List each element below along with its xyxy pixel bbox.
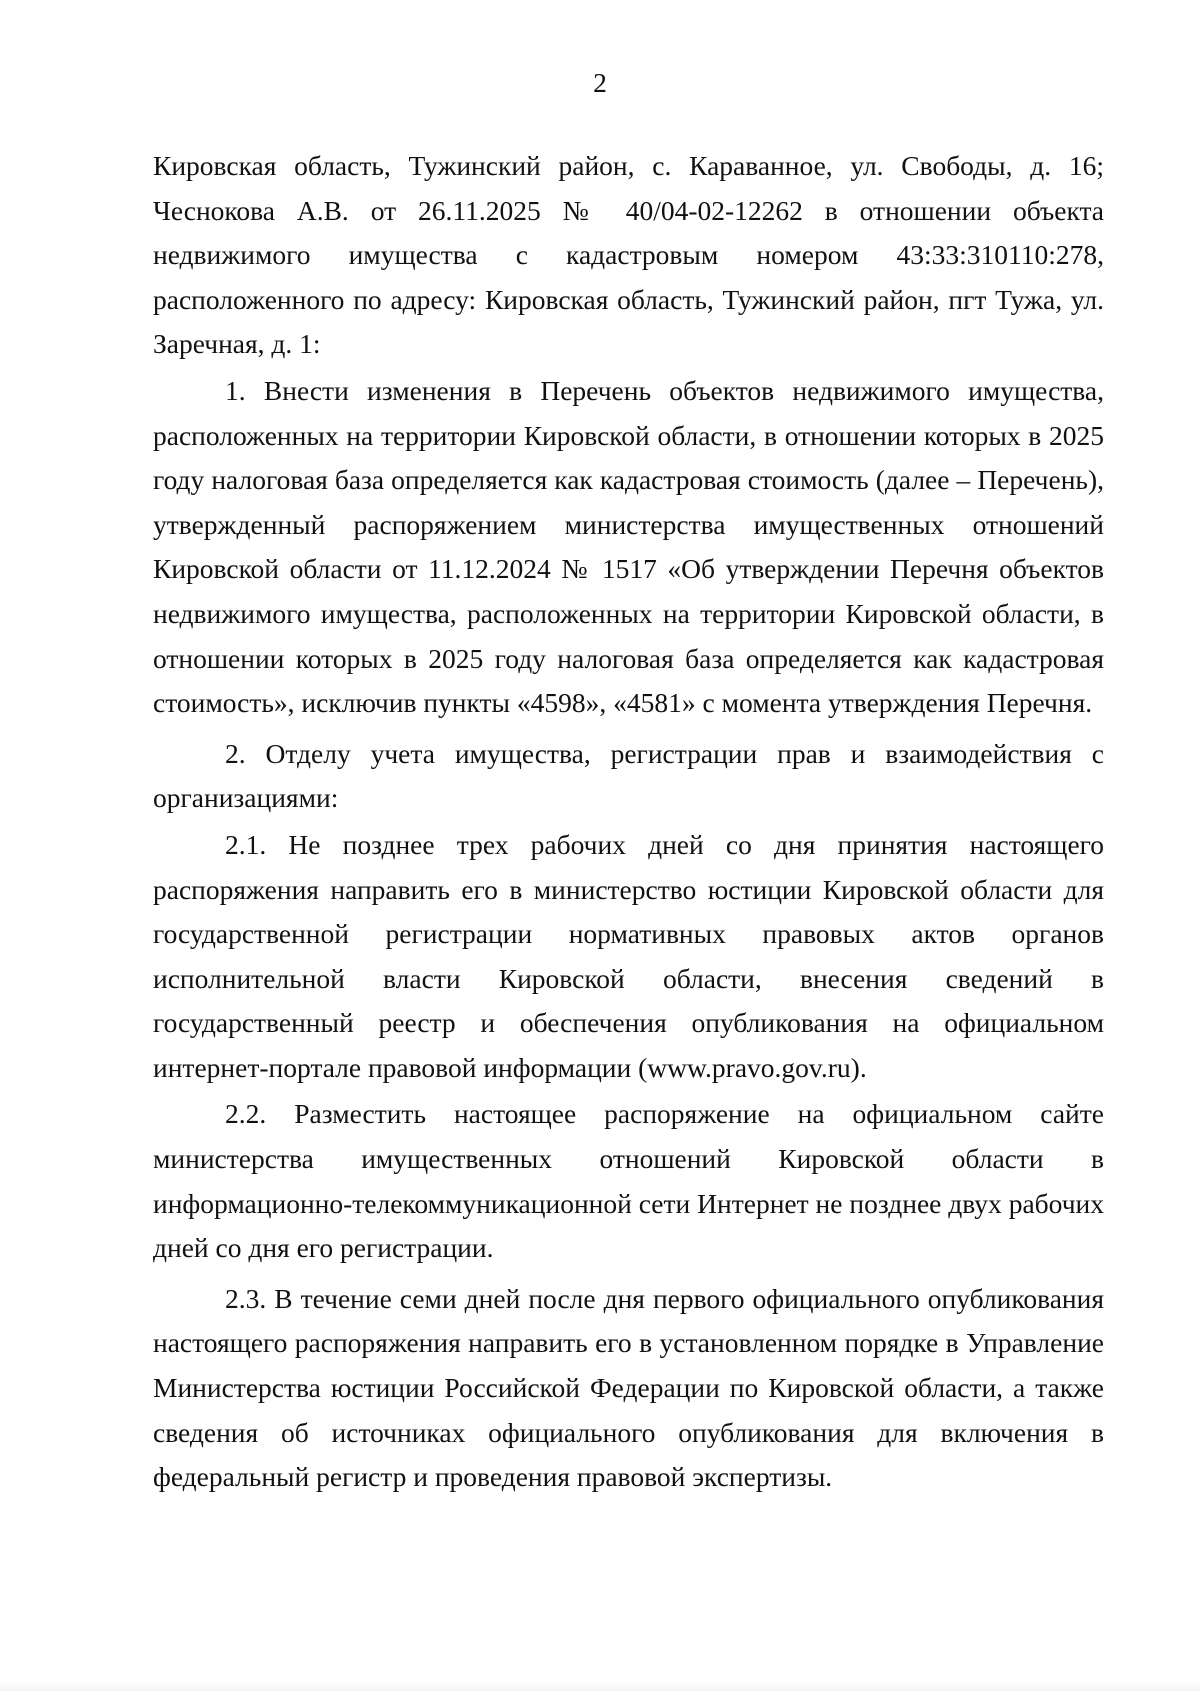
scan-edge-shadow (0, 1681, 1200, 1691)
paragraph-item-2-3: 2.3. В течение семи дней после дня первого официального опубликования настоящего распоряжения направить его в установленном порядке в Управление Министерства юстиции Российской Федерации по Кировской области, а также сведения об источниках официального опубликования для включения в федеральный регистр и проведения правовой экспертизы. (153, 1282, 1104, 1493)
document-body (153, 144, 1104, 1500)
page-number: 2 (593, 67, 607, 98)
paragraph-item-2-2: 2.2. Разместить настоящее распоряжение на официальном сайте министерства имущественных отношений Кировской области в информационно-телекоммуникационной сети Интернет не позднее двух рабочих дней со дня его регистрации. (153, 1098, 1104, 1264)
paragraph-intro-continuation: Кировская область, Тужинский район, с. Караванное, ул. Свободы, д. 16; Чеснокова А.В. от 26.11.2025 № 40/04-02-12262 в отношении объекта недвижимого имущества с кадастровым номером 43:33:310110:278, расположенного по адресу: Кировская область, Тужинский район, пгт Тужа, ул. Заречная, д. 1: (153, 150, 1104, 360)
paragraph-item-2: 2. Отделу учета имущества, регистрации прав и взаимодействия с организациями: (153, 737, 1104, 814)
paragraph-item-1: 1. Внести изменения в Перечень объектов недвижимого имущества, расположенных на территории Кировской области, в отношении которых в 2025 году налоговая база определяется как кадастровая стоимость (далее – Перечень), утвержденный распоряжением министерства имущественных отношений Кировской области от 11.12.2024 № 1517 «Об утверждении Перечня объектов недвижимого имущества, расположенных на территории Кировской области, в отношении которых в 2025 году налоговая база определяется как кадастровая стоимость», исключив пункты «4598», «4581» с момента утверждения Перечня. (153, 374, 1104, 719)
paragraph-item-2-1: 2.1. Не позднее трех рабочих дней со дня принятия настоящего распоряжения направить его в министерство юстиции Кировской области для государственной регистрации нормативных правовых актов органов исполнительной власти Кировской области, внесения сведений в государственный реестр и обеспечения опубликования на официальном интернет-портале правовой информации (www.pravo.gov.ru). (153, 828, 1104, 1083)
